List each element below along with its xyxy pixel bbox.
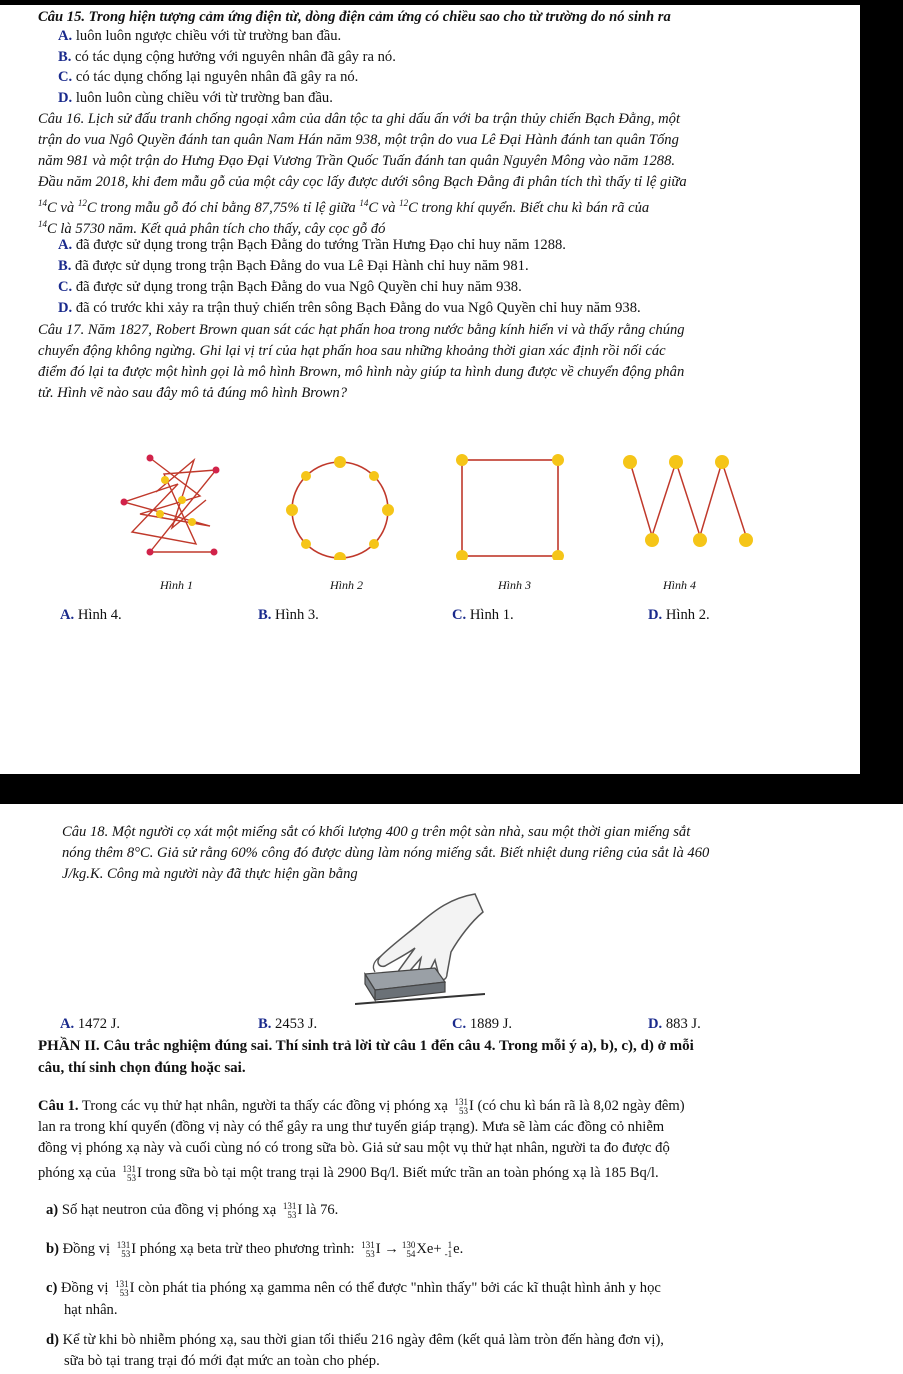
top-border: [0, 0, 860, 5]
q15-option-d: D. luôn luôn cùng chiều với từ trường ban đầu.: [58, 90, 333, 106]
q16-option-b: B. đã được sử dụng trong trận Bạch Đằng do vua Lê Đại Hành chỉ huy năm 981.: [58, 258, 529, 274]
q17-line-4: tử. Hình vẽ nào sau đây mô tả đúng mô hình Brown?: [38, 385, 348, 401]
figure-1-zigzag: [124, 458, 216, 552]
q17-option-c: C. Hình 1.: [452, 607, 514, 623]
p2q1-line-1: Câu 1. Trong các vụ thử hạt nhân, người ta thấy các đồng vị phóng xạ 131 53 I (có chu kì bán rã là 8,02 ngày đêm): [38, 1096, 685, 1116]
brown-figures: [0, 440, 860, 560]
caption-figure-4: Hình 4: [663, 578, 696, 592]
p2q1-statement-a: a) Số hạt neutron của đồng vị phóng xạ 131 53 I là 76.: [46, 1200, 339, 1220]
part2-heading-line-2: câu, thí sinh chọn đúng hoặc sai.: [38, 1060, 246, 1076]
q16-option-c: C. đã được sử dụng trong trận Bạch Đằng do vua Ngô Quyền chỉ huy năm 938.: [58, 279, 522, 295]
q16-line-4: Đầu năm 2018, khi đem mẫu gỗ của một cây cọc lấy được dưới sông Bạch Đằng đi phân tích thì thấy tỉ lệ giữa: [38, 174, 687, 190]
q17-line-1: Câu 17. Năm 1827, Robert Brown quan sát các hạt phấn hoa trong nước bằng kính hiển vi và thấy rằng chúng: [38, 322, 685, 338]
p2q1-line-2: lan ra trong khí quyển (đồng vị này có thể gây ra ung thư tuyến giáp trạng). Mưa sẽ làm các đồng cỏ nhiễm: [38, 1119, 665, 1135]
p2q1-statement-c: c) Đồng vị 131 53 I còn phát tia phóng xạ gamma nên có thể được "nhìn thấy" bởi các kĩ thuật hình ảnh y học: [46, 1278, 661, 1298]
p2q1-statement-c-cont: hạt nhân.: [64, 1302, 118, 1318]
q15-stem: Câu 15. Trong hiện tượng cảm ứng điện từ, dòng điện cảm ứng có chiều sao cho từ trường do nó sinh ra: [38, 9, 671, 25]
q18-option-c: C. 1889 J.: [452, 1016, 513, 1032]
right-black-bar: [860, 0, 903, 804]
q16-option-a: A. đã được sử dụng trong trận Bạch Đằng do tướng Trần Hưng Đạo chỉ huy năm 1288.: [58, 237, 566, 253]
q18-line-1: Câu 18. Một người cọ xát một miếng sắt có khối lượng 400 g trên một sàn nhà, sau một thời gian miếng sắt: [62, 824, 691, 840]
q18-line-2: nóng thêm 8°C. Giả sử rằng 60% công đó được dùng làm nóng miếng sắt. Biết nhiệt dung riêng của sắt là 460: [62, 845, 710, 861]
q17-option-b: B. Hình 3.: [258, 607, 319, 623]
middle-black-band: [0, 774, 903, 804]
caption-figure-2: Hình 2: [330, 578, 363, 592]
part2-heading-line-1: PHẦN II. Câu trắc nghiệm đúng sai. Thí sinh trả lời từ câu 1 đến câu 4. Trong mỗi ý a), b), c), d) ở mỗi: [38, 1038, 694, 1054]
q15-option-c: C. có tác dụng chống lại nguyên nhân đã gây ra nó.: [58, 69, 359, 85]
p2q1-statement-d-cont: sữa bò tại trang trại đó mới đạt mức an toàn cho phép.: [64, 1353, 380, 1369]
p2q1-statement-b: b) Đồng vị 131 53 I phóng xạ beta trừ theo phương trình: 131 53 I → 130 54 Xe+ 1 -1 e.: [46, 1239, 464, 1259]
q16-line-2: trận do vua Ngô Quyền đánh tan quân Nam Hán năm 938, một trận do vua Lê Đại Hành đánh tan quân Tống: [38, 132, 679, 148]
q16-line-3: năm 981 và một trận do Hưng Đạo Đại Vương Trần Quốc Tuấn đánh tan quân Nguyên Mông vào năm 1288.: [38, 153, 676, 169]
p2q1-line-4: phóng xạ của 131 53 I trong sữa bò tại một trang trại là 2900 Bq/l. Biết mức trần an toàn phóng xạ là 185 Bq/l.: [38, 1163, 659, 1183]
q18-option-a: A. 1472 J.: [60, 1016, 121, 1032]
q16-line-5: $^{14}$C và $^{12}$C trong mẫu gỗ đó chỉ bằng 87,75% tỉ lệ giữa $^{14}$C và $^{12}$C trong khí quyển. Biết chu kì bán rã của: [38, 198, 650, 216]
caption-figure-1: Hình 1: [160, 578, 193, 592]
q16-line-6: $^{14}$C là 5730 năm. Kết quả phân tích cho thấy, cây cọc gỗ đó: [38, 219, 386, 237]
p2q1-statement-d: d) Kể từ khi bò nhiễm phóng xạ, sau thời gian tối thiểu 216 ngày đêm (kết quả làm tròn đến hàng đơn vị),: [46, 1332, 664, 1348]
q18-option-d: D. 883 J.: [648, 1016, 701, 1032]
q18-line-3: J/kg.K. Công mà người này đã thực hiện gần bằng: [62, 866, 358, 882]
hand-rubbing-iron-illustration: [355, 888, 485, 1010]
q16-line-1: Câu 16. Lịch sử đấu tranh chống ngoại xâm của dân tộc ta ghi dấu ấn với ba trận thủy chiến Bạch Đằng, một: [38, 111, 681, 127]
figure-3-square: [462, 460, 558, 556]
q15-option-b: B. có tác dụng cộng hưởng với nguyên nhân đã gây ra nó.: [58, 49, 396, 65]
q16-option-d: D. đã có trước khi xảy ra trận thuỷ chiến trên sông Bạch Đằng do vua Ngô Quyền chỉ huy năm 938.: [58, 300, 641, 316]
p2q1-line-3: đồng vị phóng xạ này và cuối cùng nó có trong sữa bò. Giả sử sau một vụ thử hạt nhân, người ta đo được độ: [38, 1140, 670, 1156]
q17-line-2: chuyển động không ngừng. Ghi lại vị trí của hạt phấn hoa sau những khoảng thời gian xác định rồi nối các: [38, 343, 666, 359]
q17-option-a: A. Hình 4.: [60, 607, 122, 623]
caption-figure-3: Hình 3: [498, 578, 531, 592]
q18-option-b: B. 2453 J.: [258, 1016, 318, 1032]
figure-4-zigzag: [630, 462, 746, 536]
q15-option-a: A. luôn luôn ngược chiều với từ trường ban đầu.: [58, 28, 342, 44]
q17-line-3: điểm đó lại ta được một hình gọi là mô hình Brown, mô hình này giúp ta hình dung được về chuyển động phân: [38, 364, 685, 380]
q17-option-d: D. Hình 2.: [648, 607, 710, 623]
